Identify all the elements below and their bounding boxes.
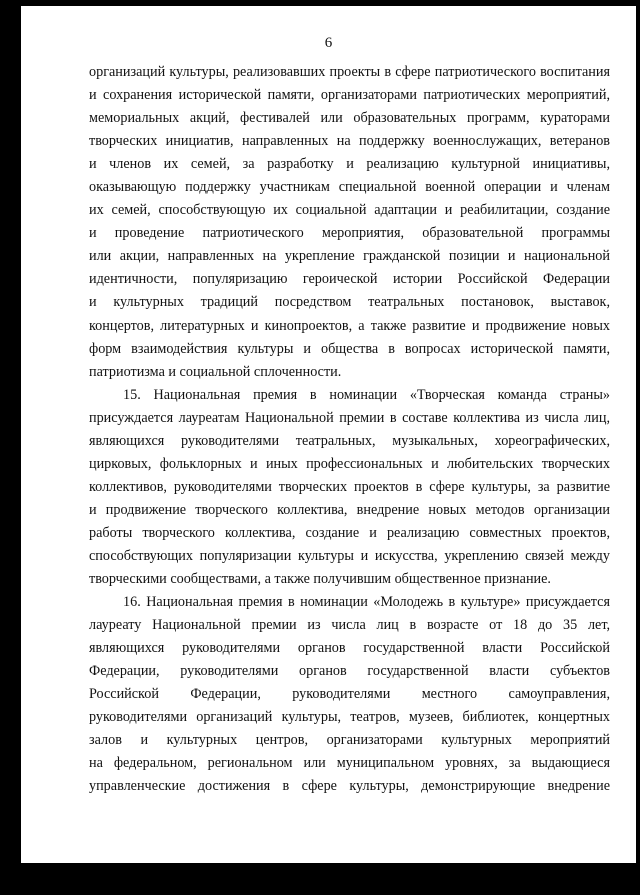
text-line: цирковых, фольклорных и иных профессиональных и любительских творческих: [89, 455, 610, 472]
text-line: и членов их семей, за разработку и реализацию культурной инициативы,: [89, 156, 610, 173]
text-line: 15. Национальная премия в номинации «Творческая команда страны»: [123, 386, 610, 403]
text-line: форм взаимодействия культуры и общества в вопросах исторической памяти,: [89, 340, 610, 357]
text-line: организаций культуры, реализовавших проекты в сфере патриотического воспитания: [89, 64, 610, 80]
text-line: и культурных традиций посредством театральных постановок, выставок,: [89, 294, 610, 311]
text-line: и продвижение творческого коллектива, внедрение новых методов организации: [89, 501, 610, 518]
text-line: творческими сообществами, а также получившим общественное признание.: [89, 571, 551, 588]
text-line: творческих инициатив, направленных на поддержку военнослужащих, ветеранов: [89, 133, 610, 150]
text-line: управленческие достижения в сфере культуры, демонстрирующие внедрение: [89, 778, 610, 795]
text-line: 16. Национальная премия в номинации «Молодежь в культуре» присуждается: [123, 594, 610, 611]
text-line: коллективов, руководителями творческих проектов в сфере культуры, за развитие: [89, 478, 610, 495]
page-number: 6: [324, 35, 333, 51]
text-line: или акции, направленных на укрепление гражданской позиции и национальной: [89, 248, 610, 265]
text-line: способствующих популяризации культуры и искусства, укреплению связей между: [89, 547, 610, 564]
text-line: являющихся руководителями театральных, музыкальных, хореографических,: [89, 432, 610, 449]
text-line: оказывающую поддержку участникам специальной военной операции и членам: [89, 179, 610, 196]
text-line: присуждается лауреатам Национальной премии в составе коллектива из числа лиц,: [89, 409, 610, 426]
text-line: и сохранения исторической памяти, организаторами патриотических мероприятий,: [89, 87, 610, 104]
text-line: лауреату Национальной премии из числа лиц в возрасте от 18 до 35 лет,: [89, 617, 610, 634]
scan-border: [0, 863, 640, 895]
text-line: руководителями организаций культуры, театров, музеев, библиотек, концертных: [89, 709, 610, 726]
text-line: залов и культурных центров, организаторами культурных мероприятий: [89, 732, 610, 749]
text-line: патриотизма и социальной сплоченности.: [89, 363, 342, 380]
text-line: на федеральном, региональном или муниципальном уровнях, за выдающиеся: [89, 755, 610, 772]
text-line: идентичности, популяризацию героической истории Российской Федерации: [89, 271, 610, 288]
text-line: работы творческого коллектива, создание и реализацию совместных проектов,: [89, 524, 610, 541]
text-line: Федерации, руководителями органов государственной власти субъектов: [89, 663, 610, 680]
text-line: концертов, литературных и кинопроектов, а также развитие и продвижение новых: [89, 317, 610, 334]
text-line: мемориальных акций, фестивалей или образовательных программ, кураторами: [89, 110, 610, 127]
text-line: и проведение патриотического мероприятия, образовательной программы: [89, 225, 610, 242]
body-text: [89, 61, 610, 799]
text-line: Российской Федерации, руководителями местного самоуправления,: [89, 686, 610, 703]
document-page: [21, 6, 636, 863]
text-line: их семей, способствующую их социальной адаптации и реабилитации, создание: [89, 202, 610, 219]
text-line: являющихся руководителями органов государственной власти Российской: [89, 640, 610, 657]
